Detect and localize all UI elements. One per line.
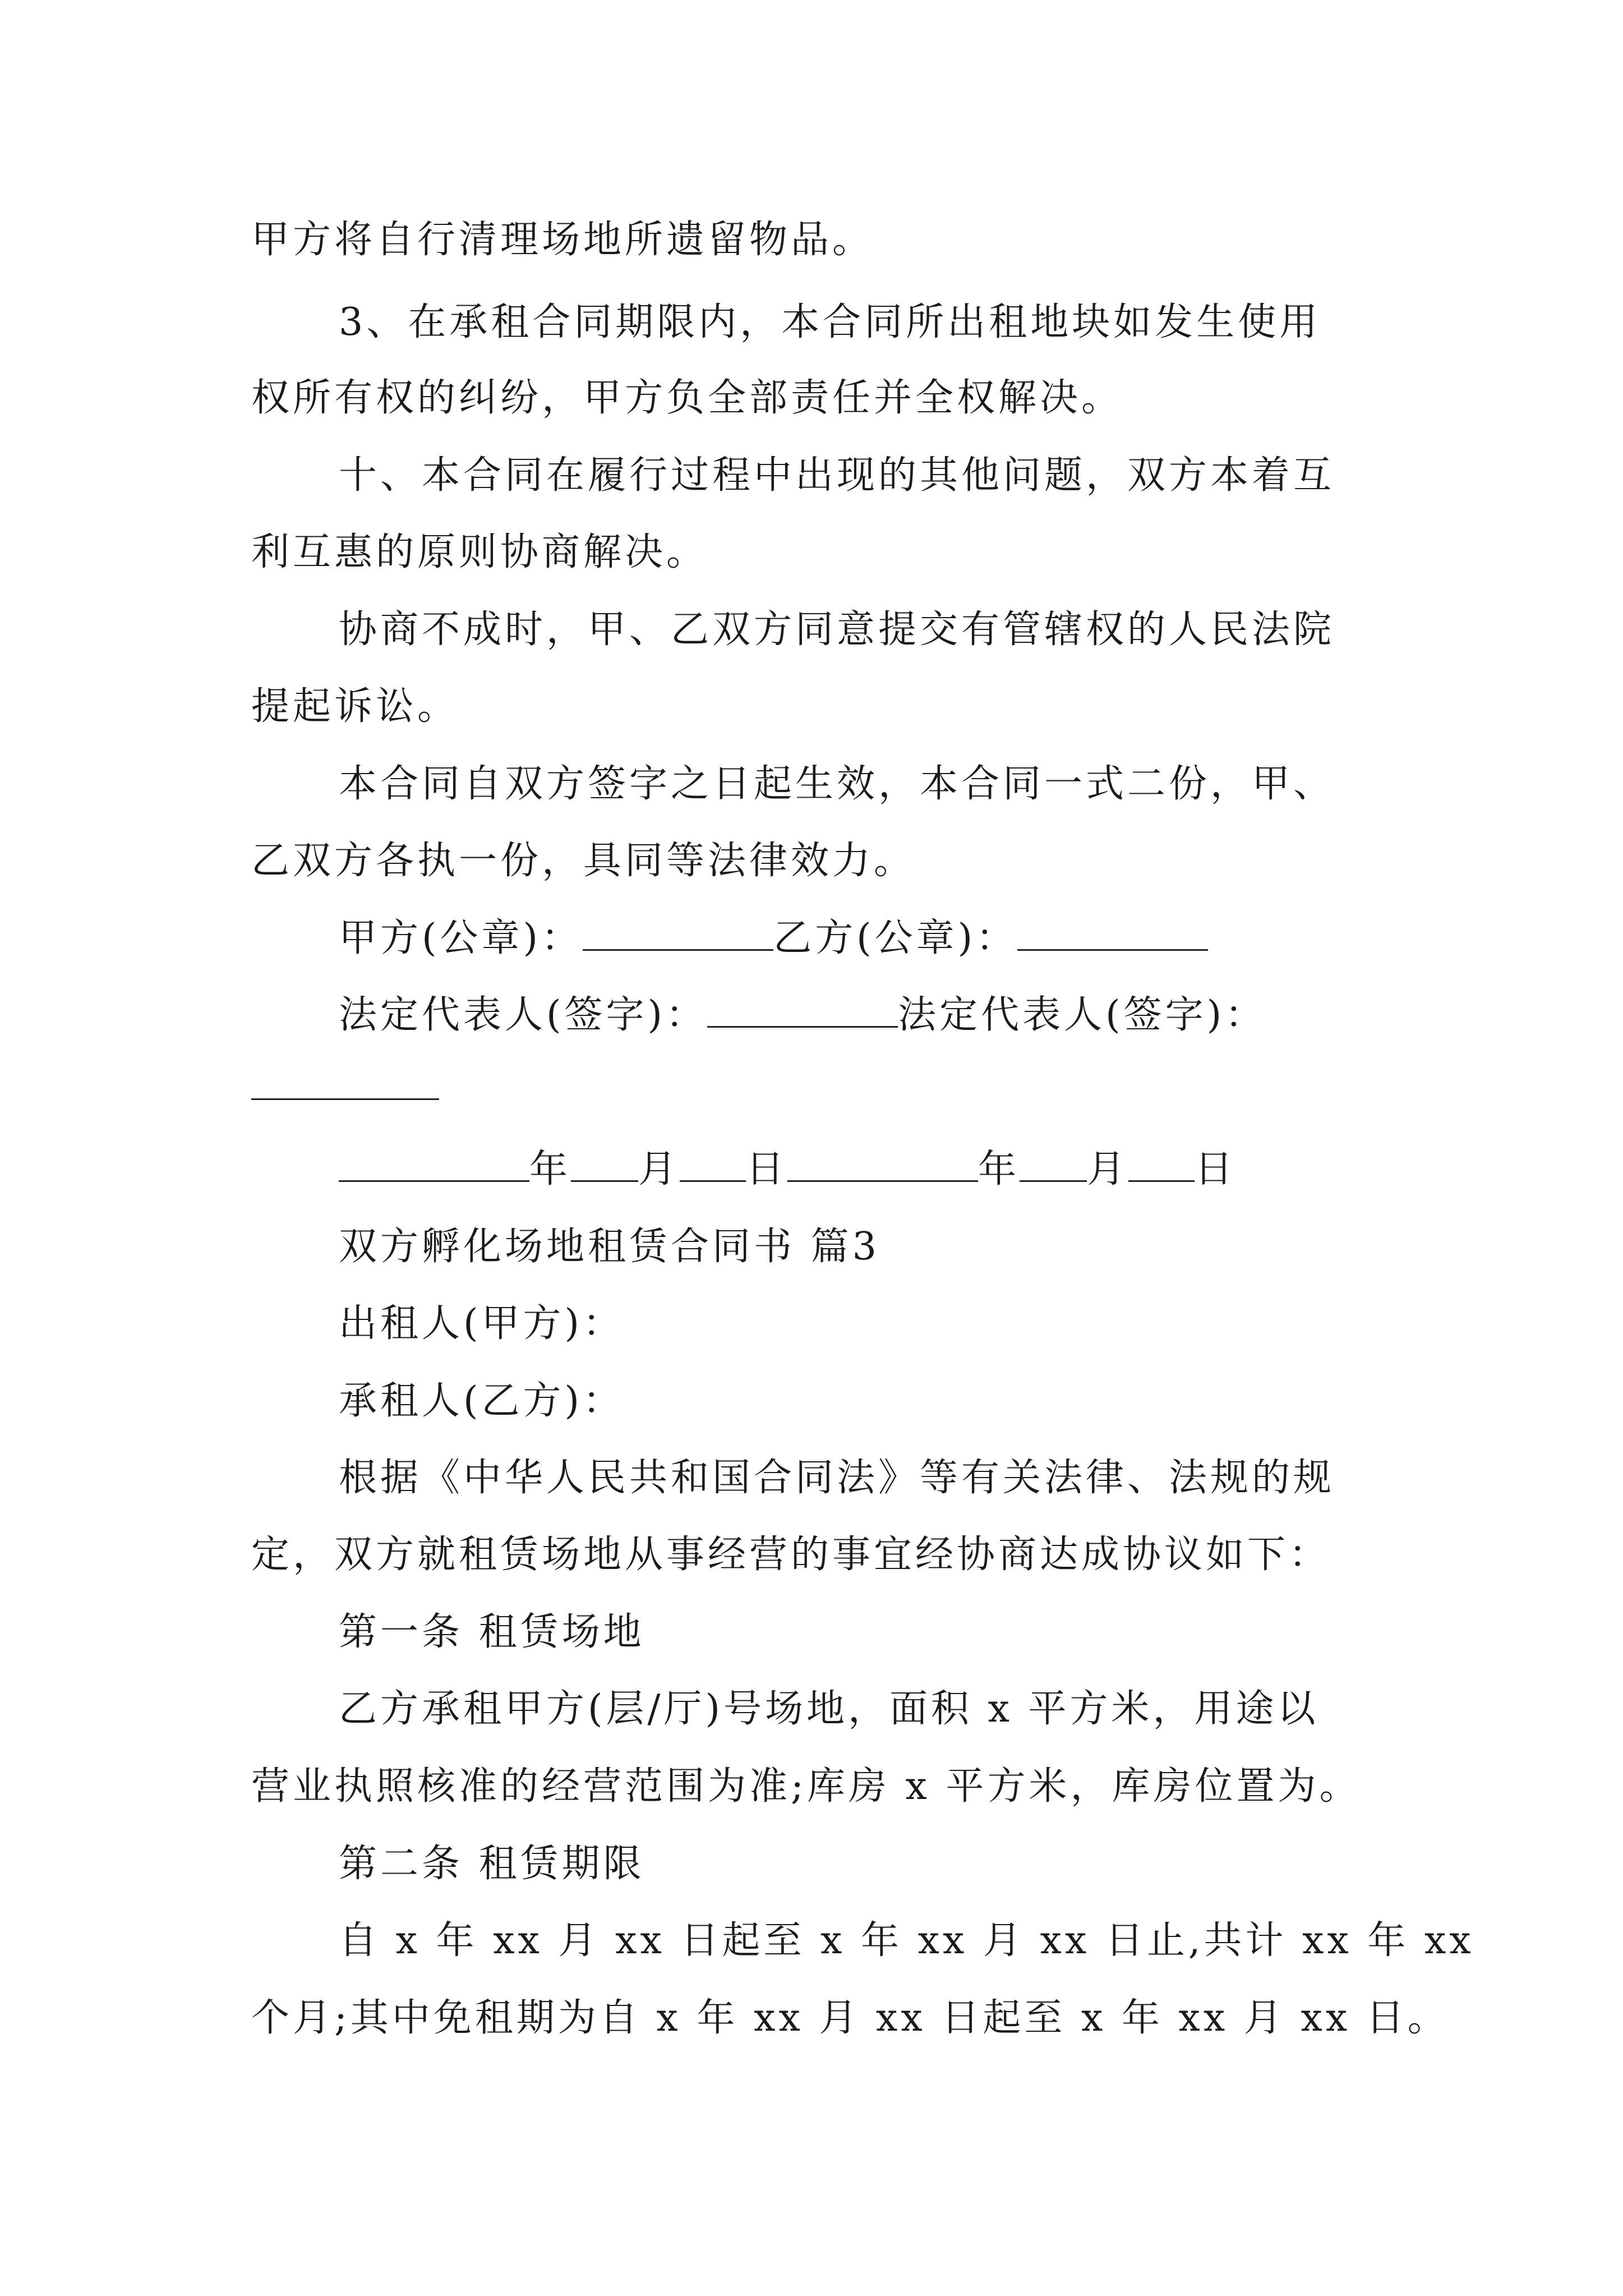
party-a-seal-label: 甲方(公章)：	[339, 916, 583, 960]
section-title: 双方孵化场地租赁合同书 篇3	[339, 1225, 880, 1269]
day-a-blank	[680, 1148, 746, 1182]
year-label: 年	[529, 1147, 571, 1191]
paragraph-line: 权所有权的纠纷，甲方负全部责任并全权解决。	[251, 376, 1123, 420]
day-b-blank	[1128, 1148, 1195, 1182]
paragraph-line: 提起诉讼。	[251, 684, 459, 729]
legal-rep-a-label: 法定代表人(签字)：	[339, 993, 708, 1037]
date-line	[339, 1147, 1236, 1192]
paragraph-line: 十、本合同在履行过程中出现的其他问题，双方本着互	[339, 453, 1335, 498]
month-b-blank	[1020, 1148, 1087, 1182]
party-a-seal-blank	[583, 917, 773, 951]
paragraph-line: 乙双方各执一份，具同等法律效力。	[251, 839, 916, 883]
paragraph-line: 本合同自双方签字之日起生效，本合同一式二份，甲、	[339, 762, 1335, 806]
paragraph-line: 定，双方就租赁场地从事经营的事宜经协商达成协议如下：	[251, 1533, 1331, 1577]
legal-rep-signature-line	[339, 993, 1266, 1038]
lessee-label: 承租人(乙方)：	[339, 1379, 625, 1423]
legal-rep-b-blank	[251, 1098, 439, 1100]
day-label: 日	[746, 1147, 788, 1191]
year-label: 年	[978, 1147, 1020, 1191]
legal-rep-b-label: 法定代表人(签字)：	[898, 993, 1267, 1037]
paragraph-line: 个月;其中免租期为自 x 年 xx 月 xx 日起至 x 年 xx 月 xx 日。	[251, 1996, 1449, 2040]
seal-signature-line	[339, 916, 1208, 961]
article-heading: 第一条 租赁场地	[339, 1610, 645, 1654]
year-a-blank	[339, 1148, 529, 1182]
legal-rep-a-blank	[707, 993, 898, 1028]
paragraph-line: 根据《中华人民共和国合同法》等有关法律、法规的规	[339, 1456, 1335, 1500]
month-a-blank	[571, 1148, 638, 1182]
party-b-seal-blank	[1017, 917, 1208, 951]
paragraph-line: 乙方承租甲方(层/厅)号场地，面积 x 平方米，用途以	[339, 1687, 1319, 1731]
paragraph-line: 自 x 年 xx 月 xx 日起至 x 年 xx 月 xx 日止,共计 xx 年 xx	[339, 1918, 1474, 1963]
paragraph-line: 协商不成时，甲、乙双方同意提交有管辖权的人民法院	[339, 608, 1335, 652]
paragraph-line: 3、在承租合同期限内，本合同所出租地块如发生使用	[339, 300, 1321, 344]
paragraph-line: 营业执照核准的经营范围为准;库房 x 平方米，库房位置为。	[251, 1764, 1361, 1809]
day-label: 日	[1195, 1147, 1237, 1191]
paragraph-line: 利互惠的原则协商解决。	[251, 530, 708, 574]
month-label: 月	[1087, 1147, 1129, 1191]
lessor-label: 出租人(甲方)：	[339, 1301, 625, 1346]
article-heading: 第二条 租赁期限	[339, 1842, 645, 1886]
month-label: 月	[638, 1147, 680, 1191]
paragraph-line: 甲方将自行清理场地所遗留物品。	[251, 218, 874, 262]
year-b-blank	[787, 1148, 978, 1182]
party-b-seal-label: 乙方(公章)：	[773, 916, 1018, 960]
